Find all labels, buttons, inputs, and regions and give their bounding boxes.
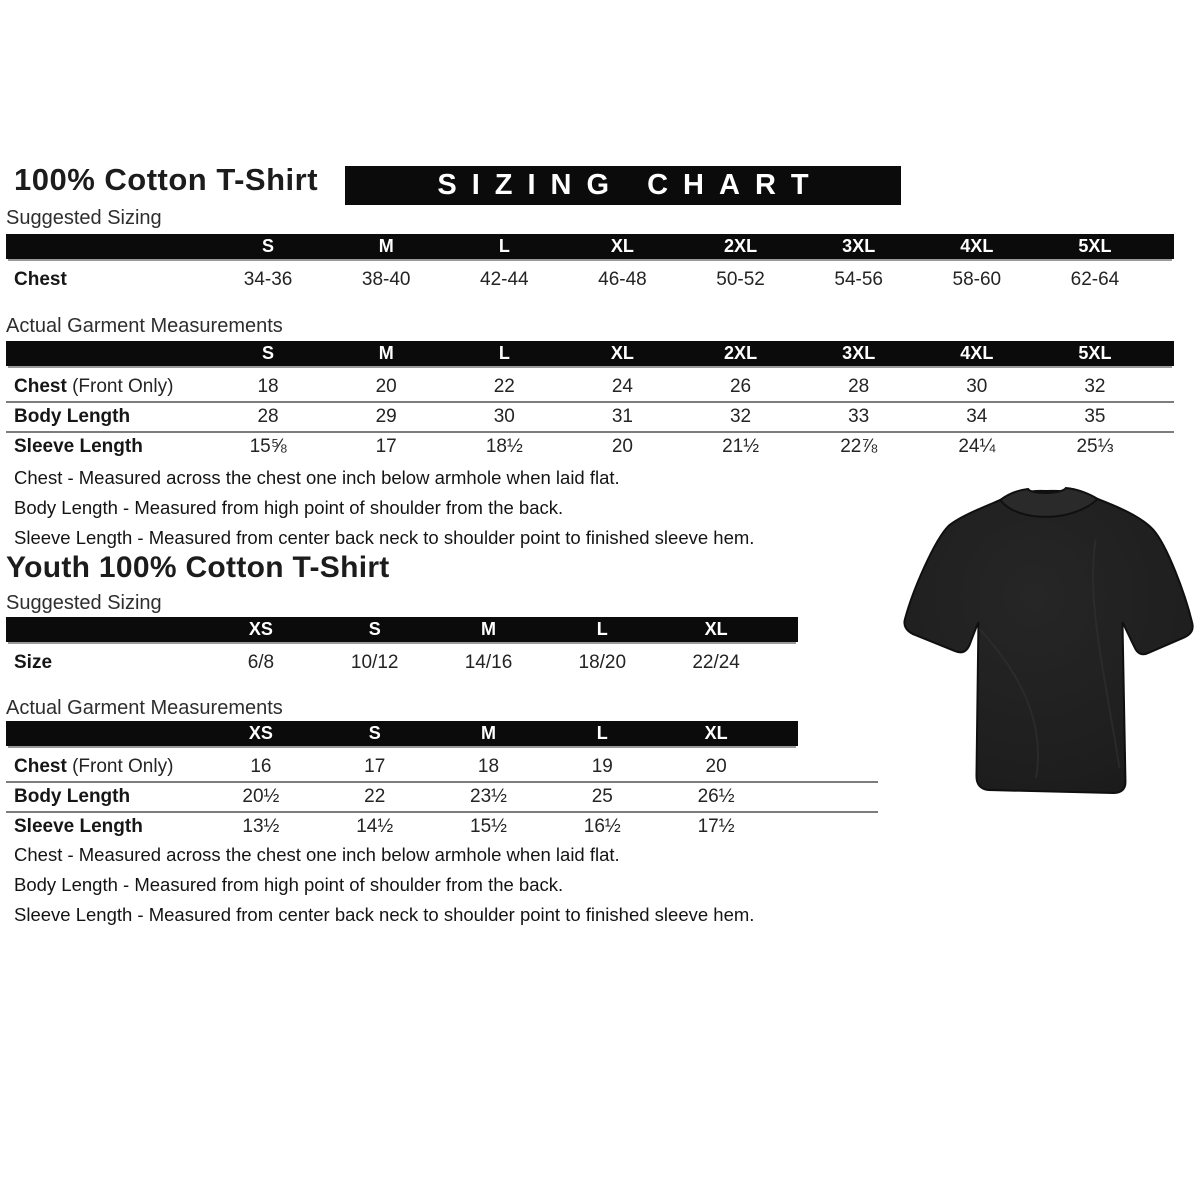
measurement-value: 22⅞ (840, 436, 878, 457)
note-line: Sleeve Length - Measured from center back neck to shoulder point to finished sleeve hem. (14, 904, 755, 925)
size-column-header: 3XL (842, 236, 876, 256)
measurement-value: 15½ (470, 816, 507, 837)
note-line: Chest - Measured across the chest one inch below armhole when laid flat. (14, 844, 620, 865)
measurement-row (6, 752, 798, 782)
youth-section-title: Youth 100% Cotton T-Shirt (6, 551, 390, 584)
size-column-header: S (368, 723, 381, 743)
size-header-row (6, 234, 1174, 259)
measurement-value: 14/16 (464, 652, 513, 673)
measurement-value: 20 (611, 436, 633, 457)
size-column-header: S (368, 619, 381, 639)
tshirt-body (904, 491, 1192, 793)
measurement-value: 22 (364, 786, 386, 807)
measurement-value: 32 (1084, 376, 1106, 397)
measurement-value: 10/12 (350, 652, 399, 673)
measurement-value: 17 (364, 756, 386, 777)
measurement-value: 35 (1084, 406, 1106, 427)
measurement-value: 34-36 (243, 269, 293, 290)
size-column-header: 2XL (724, 343, 758, 363)
size-column-header: XL (610, 236, 634, 256)
note-line: Body Length - Measured from high point of shoulder from the back. (14, 497, 564, 518)
row-label: Size (14, 652, 53, 673)
row-label: Chest (Front Only) (14, 376, 174, 397)
size-column-header: XS (248, 619, 273, 639)
measurement-value: 16 (250, 756, 272, 777)
measurement-value: 58-60 (952, 269, 1002, 290)
size-column-header: 2XL (724, 236, 758, 256)
youth-actual-measurements-table (6, 721, 798, 842)
measurement-value: 34 (966, 406, 988, 427)
row-label: Chest (Front Only) (14, 756, 174, 777)
sizing-chart-banner (345, 166, 901, 205)
measurement-value: 18½ (485, 436, 523, 457)
measurement-value: 42-44 (480, 269, 529, 290)
size-header-row (6, 721, 798, 746)
adult-actual-measurements-label: Actual Garment Measurements (6, 315, 283, 337)
measurement-row (6, 648, 798, 678)
measurement-row (6, 372, 1174, 402)
size-header-row (6, 341, 1174, 366)
measurement-value: 20½ (242, 786, 280, 807)
size-column-header: M (480, 619, 496, 639)
measurement-value: 54-56 (834, 269, 883, 290)
measurement-value: 46-48 (598, 269, 647, 290)
measurement-value: 20 (375, 376, 397, 397)
adult-actual-measurements-table (6, 341, 1174, 462)
measurement-value: 25⅓ (1076, 436, 1114, 457)
measurement-value: 28 (257, 406, 279, 427)
size-column-header: XS (248, 723, 273, 743)
measurement-value: 28 (848, 376, 870, 397)
measurement-value: 25 (591, 786, 613, 807)
measurement-value: 24 (611, 376, 633, 397)
measurement-value: 22/24 (692, 652, 740, 673)
youth-suggested-sizing-label: Suggested Sizing (6, 592, 162, 614)
size-column-header: L (498, 343, 510, 363)
measurement-value: 22 (493, 376, 515, 397)
measurement-value: 32 (729, 406, 752, 427)
size-column-header: L (498, 236, 510, 256)
measurement-value: 30 (493, 406, 515, 427)
size-column-header: M (480, 723, 496, 743)
measurement-row (6, 432, 1174, 462)
size-column-header: 3XL (842, 343, 876, 363)
measurement-value: 21½ (722, 436, 760, 457)
measurement-value: 23½ (470, 786, 507, 807)
measurement-row (6, 782, 798, 812)
measurement-value: 62-64 (1070, 269, 1120, 290)
measurement-value: 31 (611, 406, 633, 427)
measurement-row (6, 402, 1174, 432)
size-column-header: M (378, 236, 394, 256)
youth-suggested-sizing-table (6, 617, 798, 678)
size-column-header: M (378, 343, 394, 363)
youth-measurement-notes (14, 840, 754, 930)
row-label: Body Length (14, 786, 131, 807)
note-line: Chest - Measured across the chest one inch below armhole when laid flat. (14, 467, 620, 488)
measurement-value: 16½ (583, 816, 621, 837)
size-column-header: XL (610, 343, 634, 363)
page-title: 100% Cotton T-Shirt (14, 162, 319, 197)
size-column-header: 4XL (960, 236, 994, 256)
row-label: Body Length (14, 406, 131, 427)
measurement-value: 26½ (697, 786, 735, 807)
measurement-value: 38-40 (361, 269, 411, 290)
adult-suggested-sizing-table (6, 234, 1174, 295)
tshirt-image (897, 480, 1195, 808)
adult-suggested-sizing-label: Suggested Sizing (6, 207, 162, 229)
row-label: Sleeve Length (14, 436, 143, 457)
youth-actual-measurements-label: Actual Garment Measurements (6, 697, 283, 719)
measurement-value: 15⅝ (249, 436, 287, 457)
measurement-value: 26 (729, 376, 752, 397)
sizing-chart-banner-text: SIZING CHART (437, 169, 824, 201)
measurement-value: 24¼ (958, 436, 996, 457)
size-column-header: S (262, 236, 275, 256)
size-column-header: 5XL (1078, 236, 1112, 256)
size-header-row (6, 617, 798, 642)
size-column-header: 4XL (960, 343, 994, 363)
measurement-row (6, 812, 798, 842)
size-column-header: XL (704, 619, 728, 639)
measurement-value: 33 (848, 406, 870, 427)
measurement-value: 50-52 (716, 269, 765, 290)
row-label: Chest (14, 269, 67, 290)
size-column-header: L (596, 619, 608, 639)
size-column-header: L (596, 723, 608, 743)
measurement-value: 17½ (697, 816, 735, 837)
note-line: Sleeve Length - Measured from center back neck to shoulder point to finished sleeve hem. (14, 527, 755, 548)
measurement-value: 18 (477, 756, 500, 777)
measurement-value: 19 (591, 756, 613, 777)
size-column-header: XL (704, 723, 728, 743)
size-column-header: S (262, 343, 275, 363)
measurement-value: 29 (375, 406, 397, 427)
measurement-value: 20 (705, 756, 727, 777)
measurement-value: 6/8 (247, 652, 275, 673)
measurement-value: 18 (257, 376, 279, 397)
measurement-value: 30 (966, 376, 988, 397)
adult-measurement-notes (14, 463, 754, 553)
measurement-value: 17 (375, 436, 397, 457)
measurement-value: 18/20 (578, 652, 627, 673)
measurement-value: 13½ (242, 816, 280, 837)
size-column-header: 5XL (1078, 343, 1112, 363)
note-line: Body Length - Measured from high point of shoulder from the back. (14, 874, 564, 895)
row-label: Sleeve Length (14, 816, 143, 837)
measurement-value: 14½ (356, 816, 394, 837)
measurement-row (6, 265, 1174, 295)
